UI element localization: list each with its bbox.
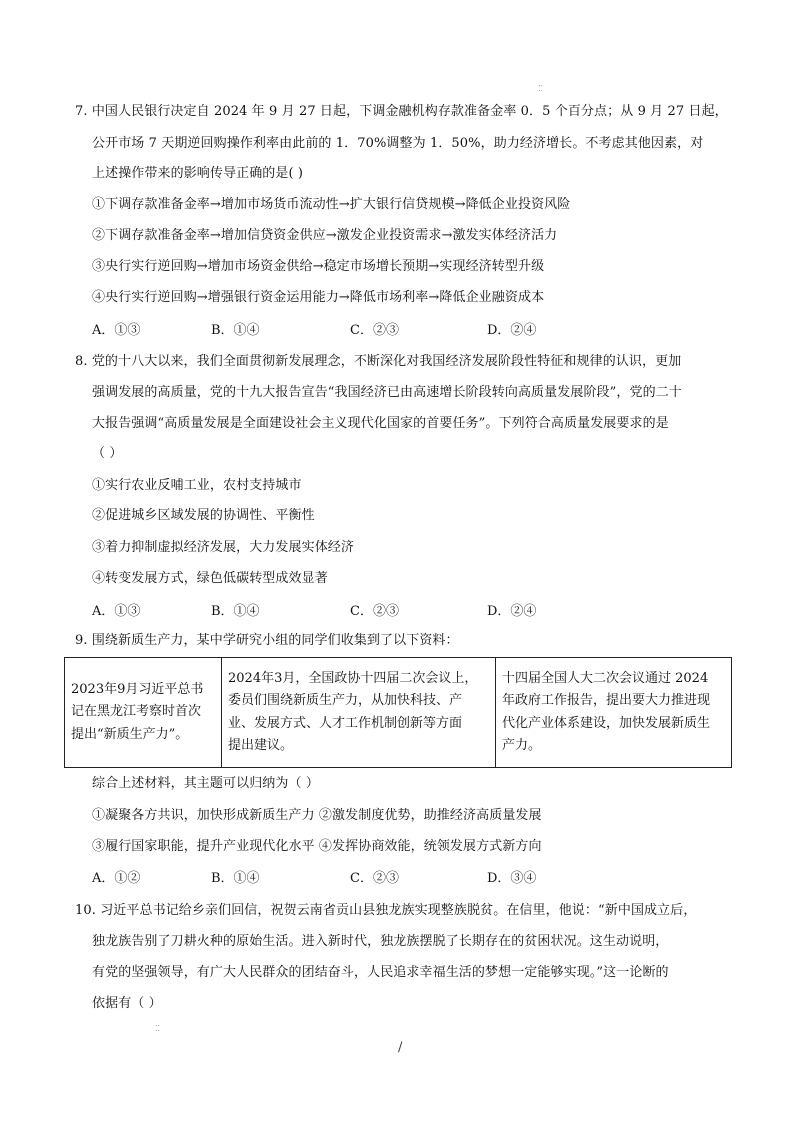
material-2-line-1: 2024年3月，全国政协十四届二次会议上， xyxy=(228,670,478,686)
q8-statement-3: ③着力抑制虚拟经济发展，大力发展实体经济 xyxy=(92,540,355,555)
q9-stem: 综合上述材料，其主题可以归纳为（ ） xyxy=(92,776,319,791)
table-row xyxy=(65,658,732,768)
q8-statement-4: ④转变发展方式，绿色低碳转型成效显著 xyxy=(92,571,328,586)
q7-option-c[interactable]: C．②③ xyxy=(350,323,399,338)
decorative-dots-bottom: ⁚⁚ xyxy=(155,1024,161,1033)
material-1-line-2: 记在黑龙江考察时首次 xyxy=(71,704,202,720)
q9-option-a[interactable]: A．①② xyxy=(92,871,141,886)
material-cell-1 xyxy=(65,658,222,768)
material-2-line-3: 业、发展方式、人才工作机制创新等方面 xyxy=(228,715,463,731)
material-cell-2 xyxy=(222,658,496,768)
q9-option-b[interactable]: B．①④ xyxy=(211,871,260,886)
q9-material-table xyxy=(64,657,732,768)
q9-statements-1-2: ①凝聚各方共识，加快形成新质生产力 ②激发制度优势，助推经济高质量发展 xyxy=(92,808,542,823)
q8-stem-line-4: （ ） xyxy=(92,446,123,461)
q10-stem-line-1: 10. 习近平总书记给乡亲们回信，祝贺云南省贡山县独龙族实现整族脱贫。在信里，他说：“新中国成立后， xyxy=(75,903,697,918)
q7-stem-line-1: 7. 中国人民银行决定自 2024 年 9 月 27 日起，下调金融机构存款准备金率 0．5 个百分点；从 9 月 27 日起， xyxy=(75,104,728,119)
material-3-line-1: 十四届全国人大二次会议通过 2024 xyxy=(502,670,709,686)
material-1-line-3: 提出“新质生产力”。 xyxy=(71,726,189,742)
material-2-line-4: 提出建议。 xyxy=(228,738,294,753)
q9-option-c[interactable]: C．②③ xyxy=(350,871,399,886)
q8-statement-1: ①实行农业反哺工业，农村支持城市 xyxy=(92,478,302,493)
q7-option-b[interactable]: B．①④ xyxy=(211,323,260,338)
decorative-dots-top: ⁚⁚ xyxy=(538,84,544,93)
q7-option-a[interactable]: A．①③ xyxy=(92,323,141,338)
q7-statement-2: ②下调存款准备金率→增加信贷资金供应→激发企业投资需求→激发实体经济活力 xyxy=(92,228,558,243)
q7-statement-1: ①下调存款准备金率→增加市场货币流动性→扩大银行信贷规模→降低企业投资风险 xyxy=(92,197,571,212)
q8-stem-line-2: 强调发展的高质量，党的十九大报告宣告“我国经济已由高速增长阶段转向高质量发展阶段”，党的二十 xyxy=(92,385,682,400)
q9-intro: 9. 围绕新质生产力，某中学研究小组的同学们收集到了以下资料： xyxy=(75,633,459,648)
q8-option-b[interactable]: B．①④ xyxy=(211,604,260,619)
q10-stem-line-4: 依据有（ ） xyxy=(92,996,162,1011)
q8-option-d[interactable]: D．②④ xyxy=(487,604,537,619)
page-number: / xyxy=(398,1040,403,1055)
material-2-line-2: 委员们围绕新质生产力，从加快科技、产 xyxy=(228,693,463,708)
q7-option-d[interactable]: D．②④ xyxy=(487,323,537,338)
q8-option-a[interactable]: A．①③ xyxy=(92,604,141,619)
q10-stem-line-3: 有党的坚强领导，有广大人民群众的团结奋斗，人民追求幸福生活的梦想一定能够实现。”这一论断的 xyxy=(92,965,669,980)
q8-statement-2: ②促进城乡区域发展的协调性、平衡性 xyxy=(92,508,315,523)
material-cell-3 xyxy=(496,658,732,768)
q9-statements-3-4: ③履行国家职能，提升产业现代化水平 ④发挥协商效能，统领发展方式新方向 xyxy=(92,839,542,854)
q9-option-d[interactable]: D．③④ xyxy=(487,871,537,886)
q10-stem-line-2: 独龙族告别了刀耕火种的原始生活。进入新时代，独龙族摆脱了长期存在的贫困状况。这生动说明， xyxy=(92,934,669,949)
q7-stem-line-2: 公开市场 7 天期逆回购操作利率由此前的 1．70%调整为 1．50%，助力经济增长。不考虑其他因素，对 xyxy=(92,136,704,151)
material-1-line-1: 2023年9月习近平总书 xyxy=(71,681,204,697)
q7-statement-3: ③央行实行逆回购→增加市场资金供给→稳定市场增长预期→实现经济转型升级 xyxy=(92,259,545,274)
q7-statement-4: ④央行实行逆回购→增强银行资金运用能力→降低市场利率→降低企业融资成本 xyxy=(92,290,545,305)
material-3-line-3: 代化产业体系建设，加快发展新质生 xyxy=(502,715,711,731)
q7-stem-line-3: 上述操作带来的影响传导正确的是( ) xyxy=(92,166,304,181)
q8-option-c[interactable]: C．②③ xyxy=(350,604,399,619)
material-3-line-4: 产力。 xyxy=(502,738,542,753)
q8-stem-line-3: 大报告强调“高质量发展是全面建设社会主义现代化国家的首要任务”。下列符合高质量发展要求的是 xyxy=(92,416,669,431)
q8-stem-line-1: 8. 党的十八大以来，我们全面贯彻新发展理念，不断深化对我国经济发展阶段性特征和规律的认识，更加 xyxy=(75,354,682,369)
material-3-line-2: 年政府工作报告，提出要大力推进现 xyxy=(502,693,711,708)
